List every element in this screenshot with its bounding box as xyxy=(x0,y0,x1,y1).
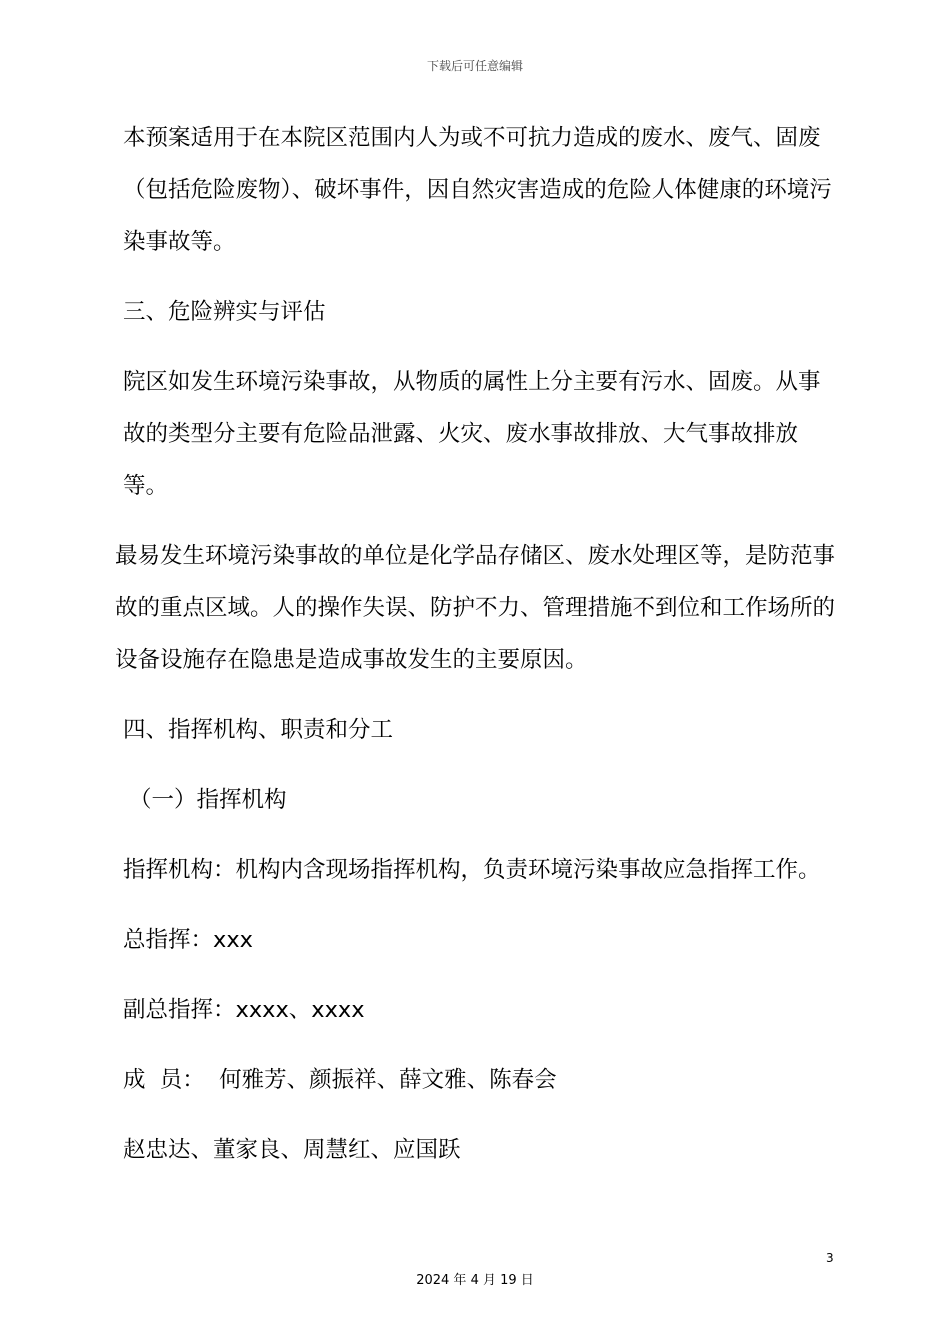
members-line-continued: 赵忠达、董家良、周慧红、应国跃 xyxy=(123,1137,461,1163)
page-footer-date: 2024 年 4 月 19 日 xyxy=(416,1273,534,1288)
deputy-commander-line: 副总指挥：xxxx、xxxx xyxy=(123,997,365,1023)
paragraph-risk-types: 院区如发生环境污染事故，从物质的属性上分主要有污水、固废。从事故的类型分主要有危险品泄露、火灾、废水事故排放、大气事故排放等。 xyxy=(123,369,821,499)
document-body xyxy=(115,112,840,1176)
members-line: 成 员： 何雅芳、颜振祥、薛文雅、陈春会 xyxy=(123,1067,557,1093)
paragraph-scope: 本预案适用于在本院区范围内人为或不可抗力造成的废水、废气、固废（包括危险废物）、破坏事件，因自然灾害造成的危险人体健康的环境污染事故等。 xyxy=(123,125,832,255)
paragraph-command-org: 指挥机构：机构内含现场指挥机构，负责环境污染事故应急指挥工作。 xyxy=(123,857,821,883)
subsection-heading-command-org: （一）指挥机构 xyxy=(129,787,287,813)
section-heading-risk: 三、危险辨实与评估 xyxy=(123,299,326,325)
page-header: 下载后可任意编辑 xyxy=(426,59,523,73)
section-heading-command: 四、指挥机构、职责和分工 xyxy=(123,717,394,743)
page-number: 3 xyxy=(826,1251,834,1265)
commander-line: 总指挥：xxx xyxy=(123,927,253,953)
paragraph-key-areas: 最易发生环境污染事故的单位是化学品存储区、废水处理区等，是防范事故的重点区域。人的操作失误、防护不力、管理措施不到位和工作场所的设备设施存在隐患是造成事故发生的主要原因。 xyxy=(115,543,836,673)
